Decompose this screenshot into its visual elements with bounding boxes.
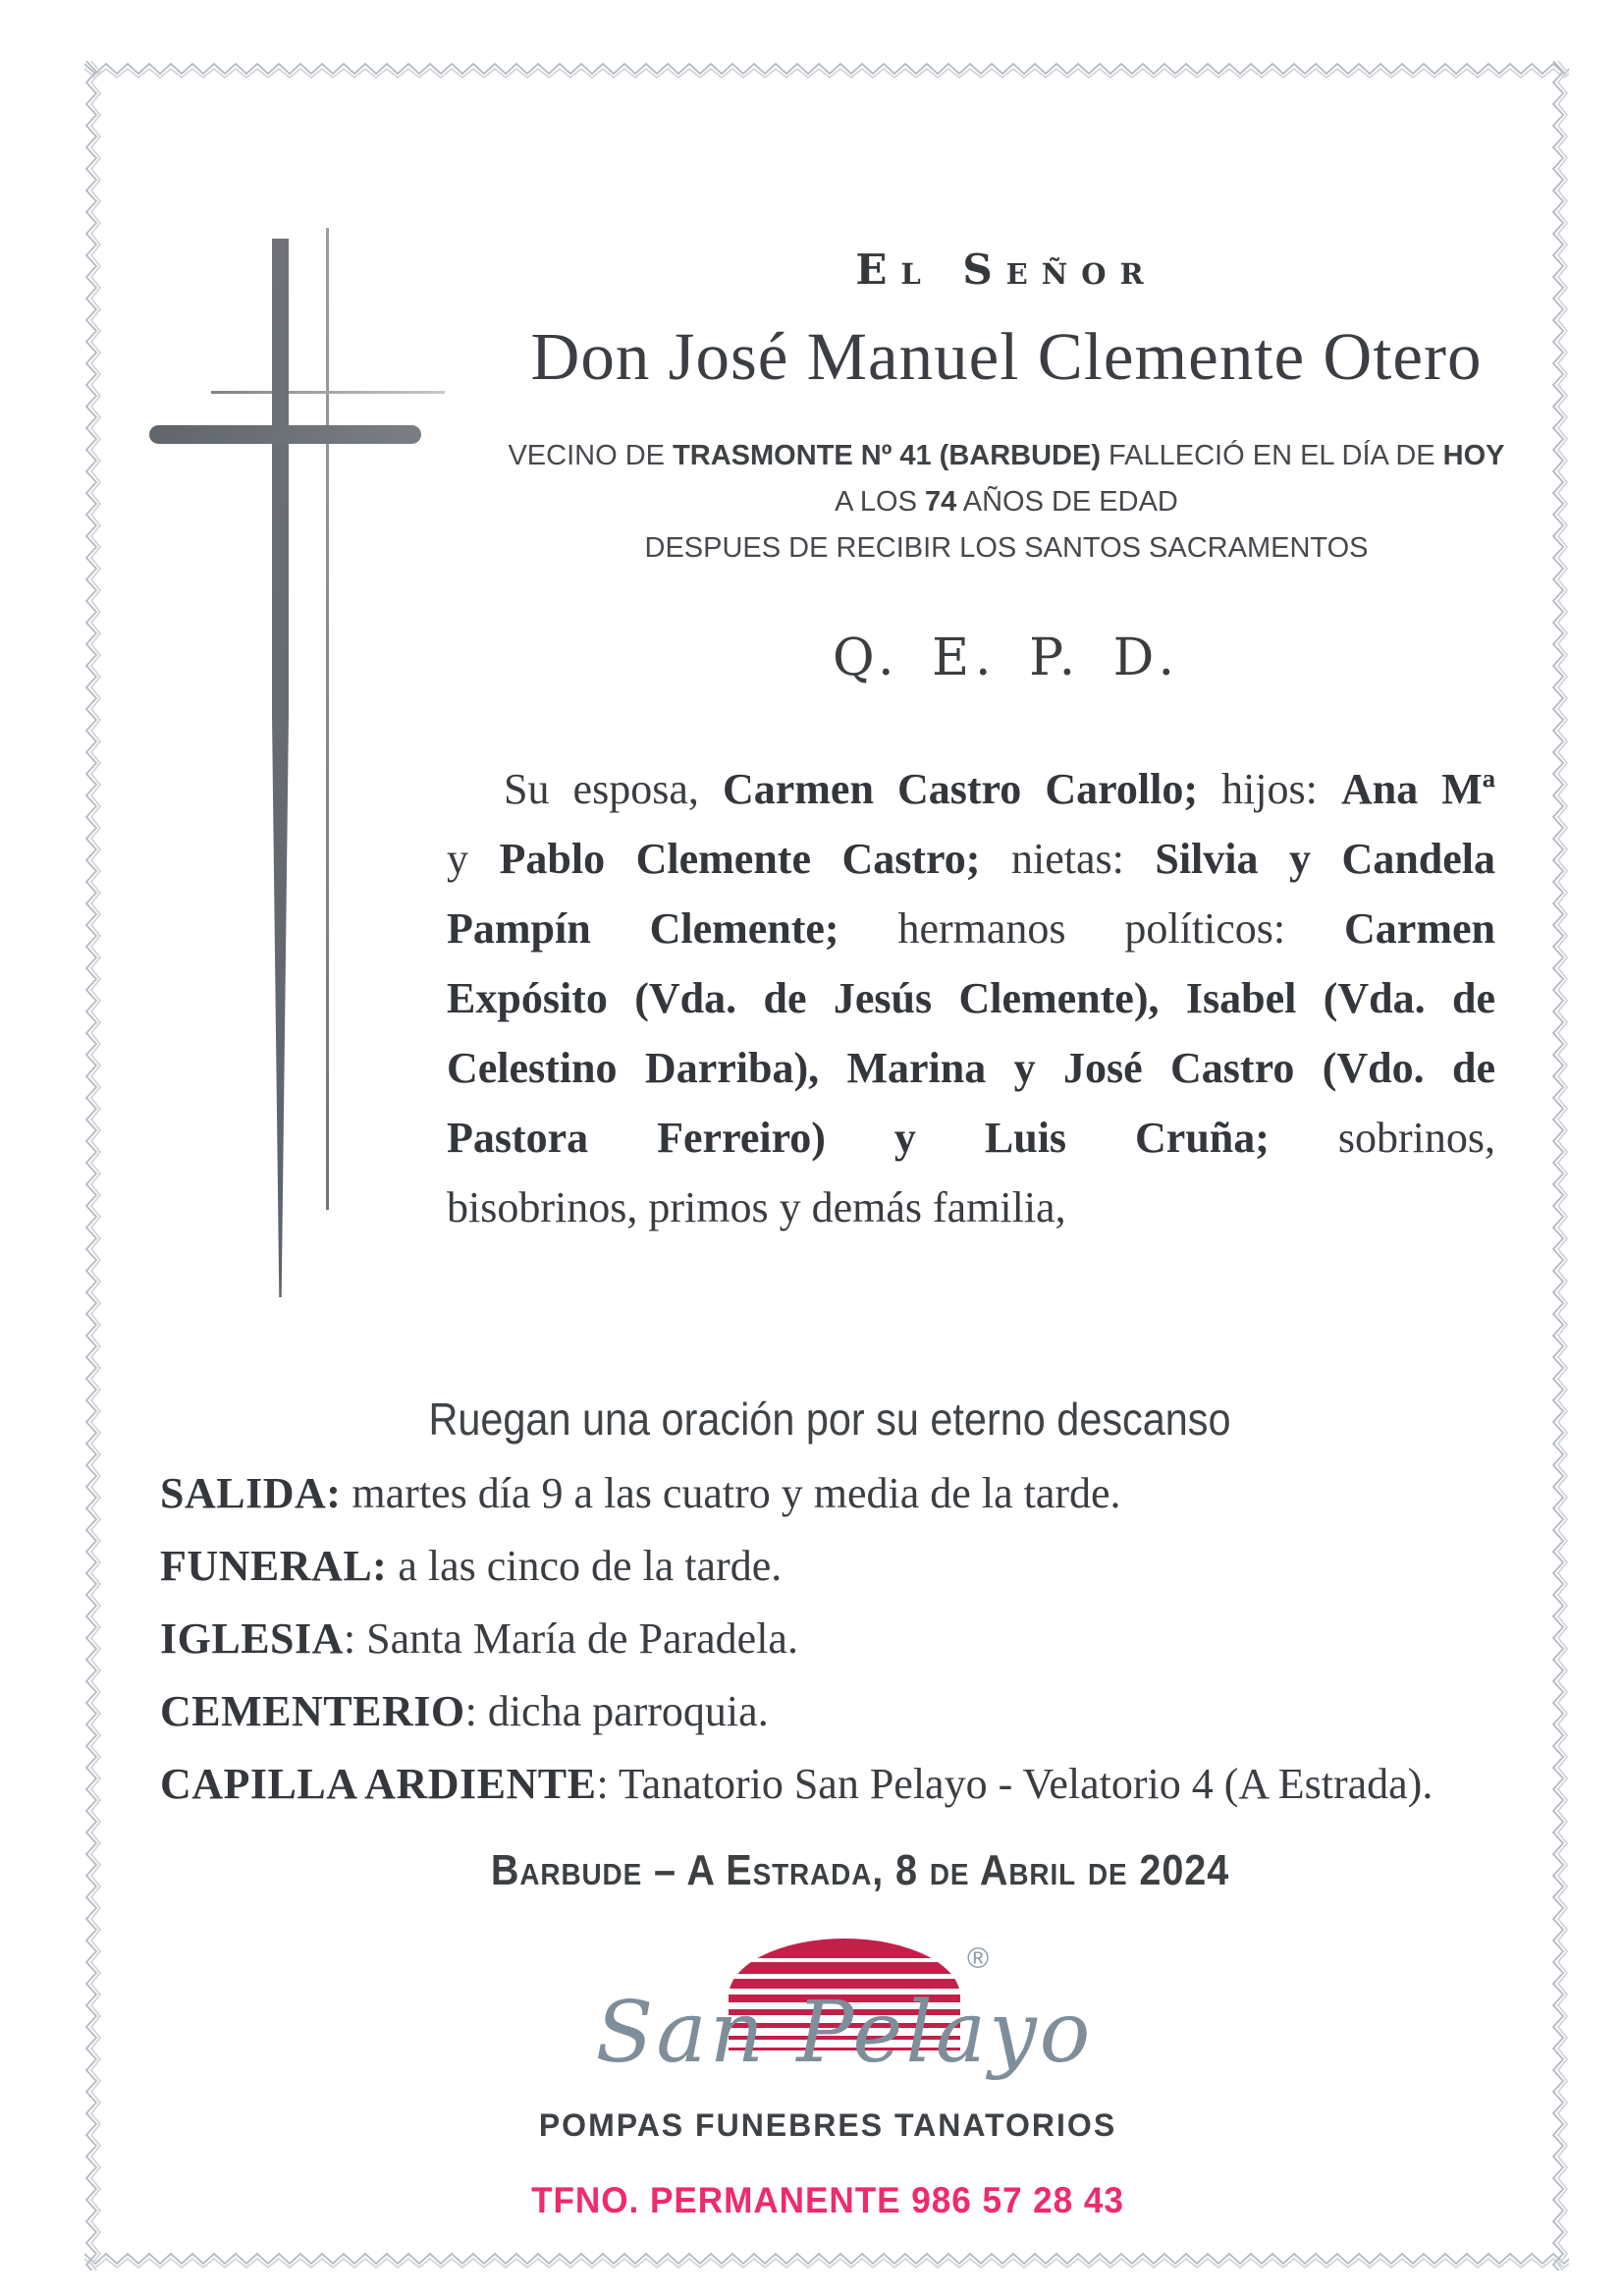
qepd-abbreviation: Q. E. P. D.	[833, 629, 1180, 687]
schedule-text: a las cinco de la tarde.	[387, 1542, 783, 1590]
family-line: Expósito (Vda. de Jesús Clemente), Isabel (Vda. de	[447, 974, 1495, 1022]
schedule-row	[160, 1675, 1554, 1748]
zigzag-border-left	[83, 61, 103, 2270]
honorific-title: El Señor	[855, 246, 1158, 294]
schedule-text: martes día 9 a las cuatro y media de la tarde.	[341, 1469, 1121, 1517]
family-line: Pastora Ferreiro) y Luis Cruña; sobrinos,	[447, 1114, 1496, 1162]
cross-thin-vertical-line	[326, 228, 329, 1210]
schedule-row	[160, 1530, 1554, 1603]
schedule-text: : dicha parroquia.	[464, 1687, 769, 1735]
schedule-label: CAPILLA ARDIENTE	[160, 1760, 597, 1808]
family-paragraph	[447, 754, 1495, 1242]
family-line: Su esposa, Carmen Castro Carollo; hijos: Ana Mª	[504, 765, 1496, 813]
schedule-row	[160, 1603, 1554, 1675]
age-line: A LOS 74 AÑOS DE EDAD	[835, 486, 1178, 518]
schedule-text: : Tanatorio San Pelayo - Velatorio 4 (A Estrada).	[596, 1760, 1434, 1808]
residence-line: VECINO DE TRASMONTE Nº 41 (BARBUDE) FALLECIÓ EN EL DÍA DE HOY	[508, 440, 1505, 471]
schedule-row	[160, 1748, 1554, 1821]
zigzag-border-top	[84, 61, 1569, 81]
schedule-label: SALIDA:	[160, 1469, 342, 1517]
cross-thin-horizontal-line	[211, 391, 445, 394]
registered-trademark-icon: ®	[967, 1942, 990, 1975]
prayer-line: Ruegan una oración por su eterno descanso	[428, 1394, 1231, 1445]
sacraments-line: DESPUES DE RECIBIR LOS SANTOS SACRAMENTOS	[644, 532, 1369, 564]
family-line: bisobrinos, primos y demás familia,	[447, 1183, 1066, 1231]
schedule-label: CEMENTERIO	[160, 1687, 465, 1735]
schedule-list	[160, 1457, 1554, 1821]
funeral-home-tagline: POMPAS FUNEBRES TANATORIOS	[538, 2107, 1117, 2143]
schedule-text: : Santa María de Paradela.	[343, 1614, 798, 1663]
phone-line: TFNO. PERMANENTE 986 57 28 43	[531, 2180, 1124, 2220]
cross-horizontal-bar	[149, 425, 421, 444]
notice-subheading	[447, 433, 1566, 572]
brand-name-script: San Pelayo	[595, 1984, 1094, 2082]
family-line: y Pablo Clemente Castro; nietas: Silvia y Candela	[447, 835, 1496, 883]
family-line: Pampín Clemente; hermanos políticos: Carmen	[447, 904, 1495, 953]
schedule-label: FUNERAL:	[160, 1542, 388, 1590]
schedule-label: IGLESIA	[160, 1614, 344, 1663]
deceased-name: Don José Manuel Clemente Otero	[530, 319, 1483, 394]
place-date-line: Barbude – A Estrada, 8 de Abril de 2024	[490, 1846, 1230, 1894]
family-line: Celestino Darriba), Marina y José Castro (Vdo. de	[447, 1044, 1495, 1092]
zigzag-border-bottom	[84, 2251, 1569, 2270]
schedule-row	[160, 1457, 1554, 1530]
cross-vertical-bar	[272, 239, 289, 1297]
